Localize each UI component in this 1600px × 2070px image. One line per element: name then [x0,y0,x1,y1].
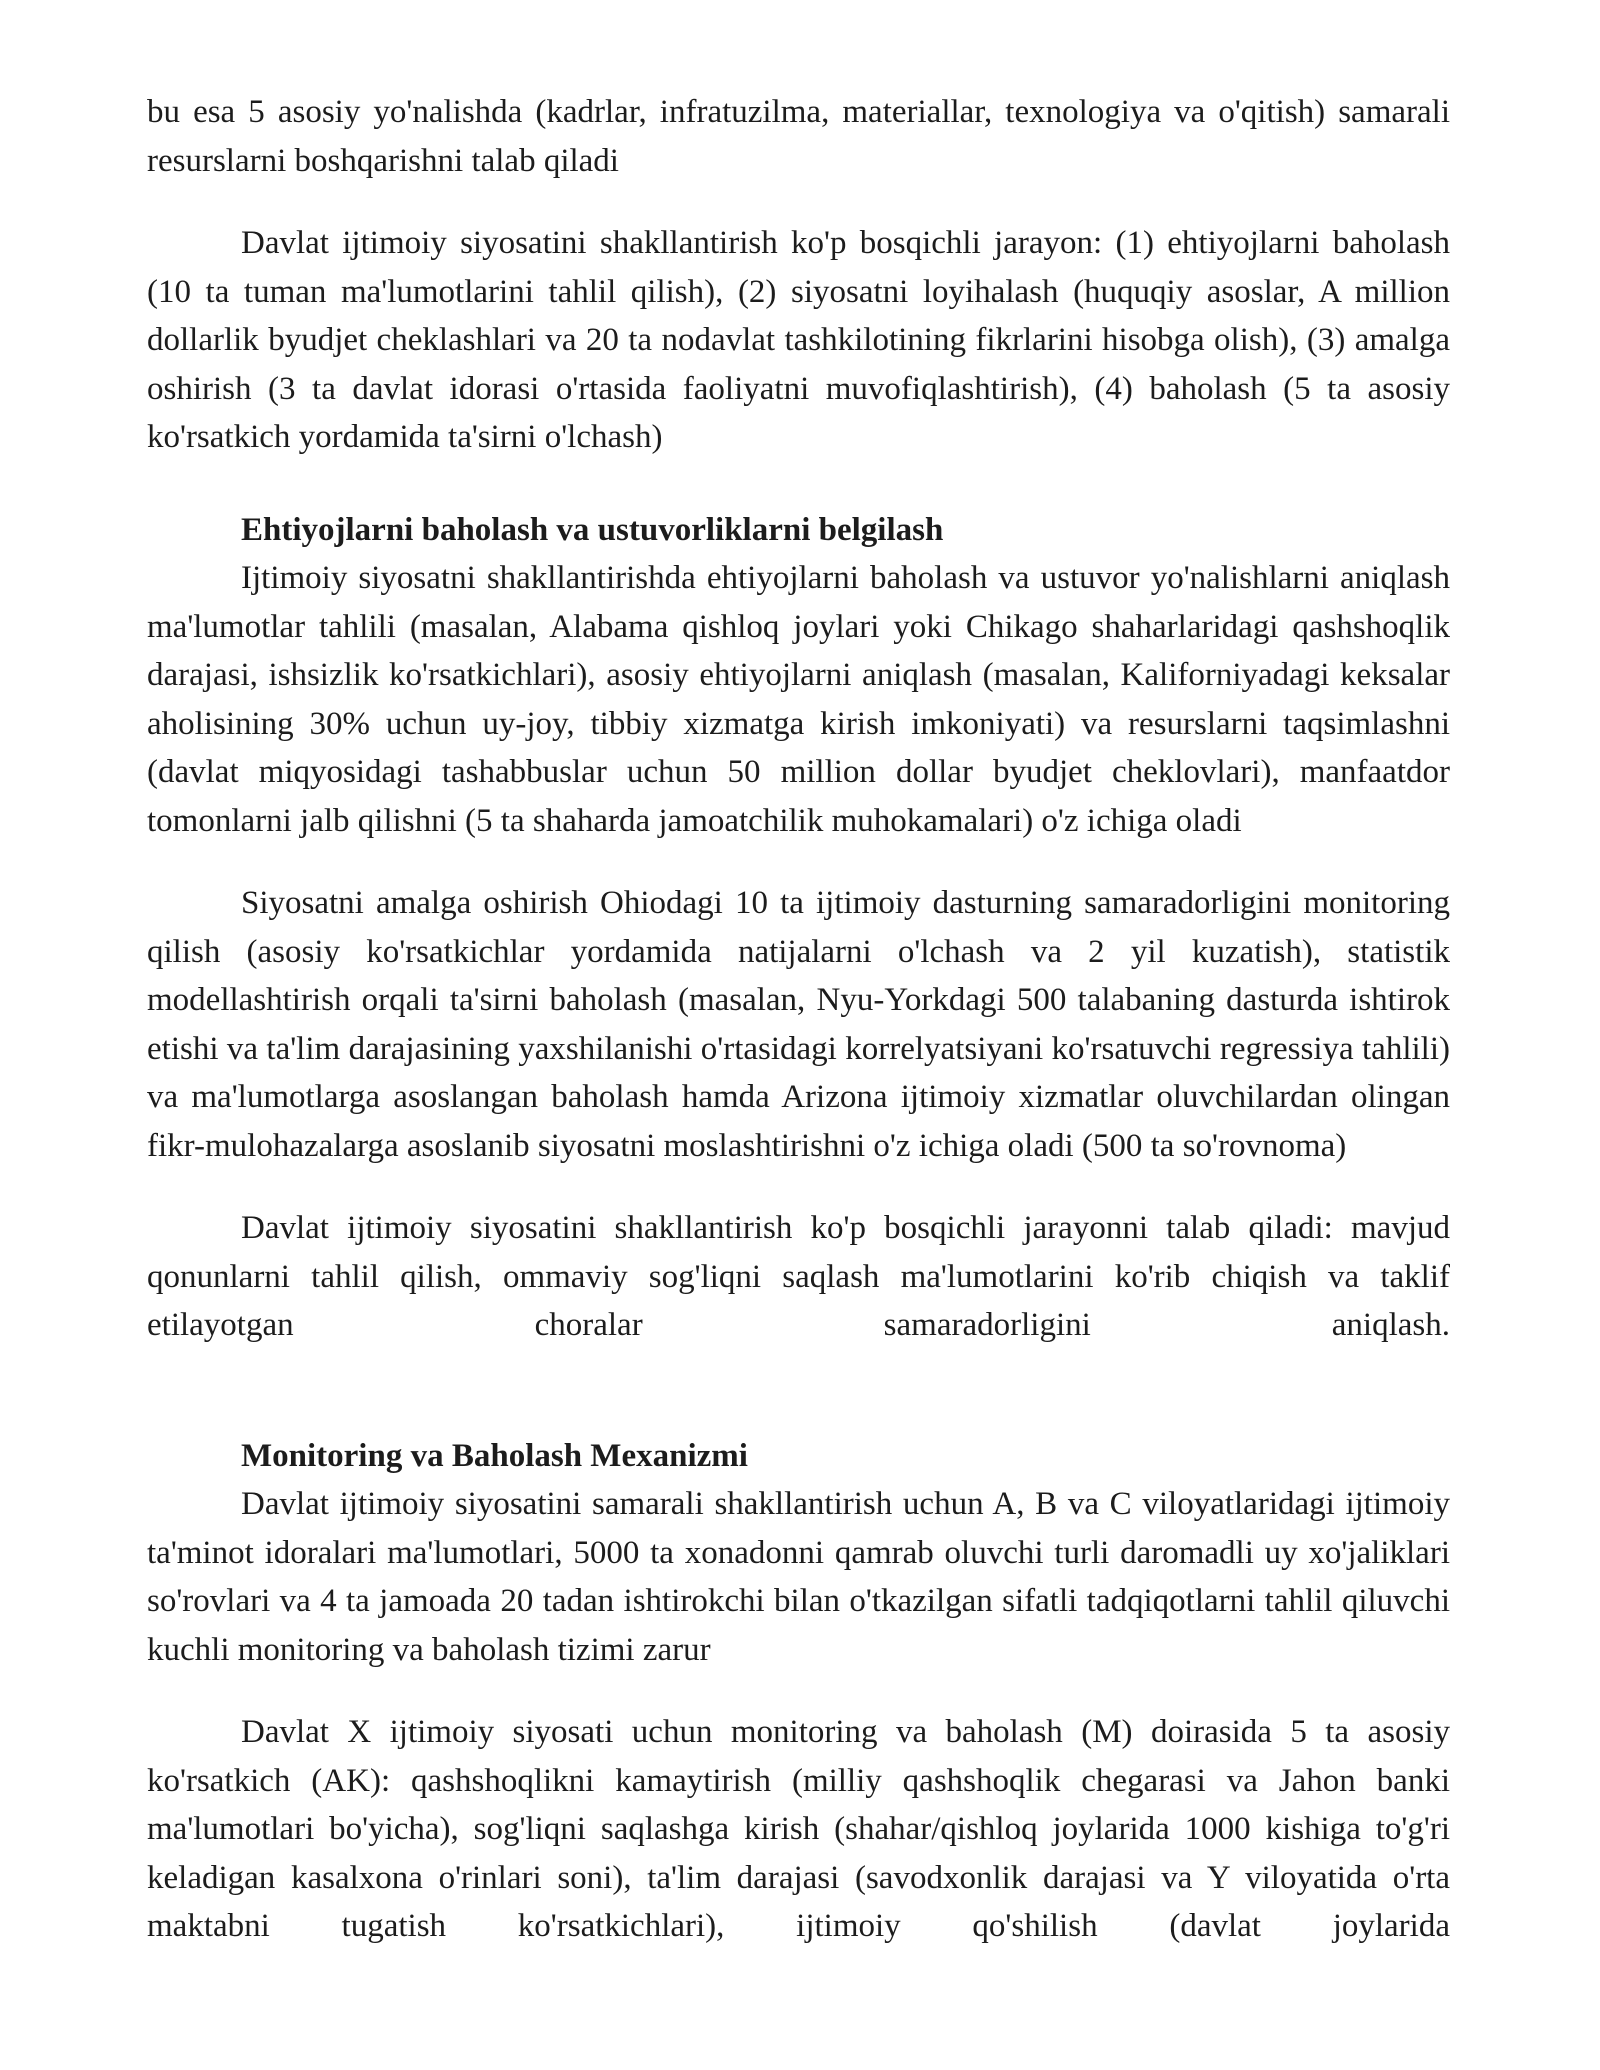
paragraph-policy-stages: Davlat ijtimoiy siyosatini shakllantirish ko'p bosqichli jarayon: (1) ehtiyojlarni baholash (10 ta tuman ma'lumotlarini tahlil qilish), (2) siyosatni loyihalash (huquqiy asoslar, A million dollarlik byudjet cheklashlari va 20 ta nodavlat tashkilotining fikrlarini hisobga olish), (3) amalga oshirish (3 ta davlat idorasi o'rtasida faoliyatni muvofiqlashtirish), (4) baholash (5 ta asosiy ko'rsatkich yordamida ta'sirni o'lchash) [147,225,1450,455]
paragraph-key-indicators: Davlat X ijtimoiy siyosati uchun monitoring va baholash (M) doirasida 5 ta asosiy ko'rsatkich (AK): qashshoqlikni kamaytirish (milliy qashshoqlik chegarasi va Jahon banki ma'lumotlari bo'yicha), sog'liqni saqlashga kirish (shahar/qishloq joylarida 1000 kishiga to'g'ri keladigan kasalxona o'rinlari soni), ta'lim darajasi (savodxonlik darajasi va Y viloyatida o'rta maktabni tugatish ko'rsatkichlari), ijtimoiy qo'shilish (davlat joylarida [147,1714,1450,1944]
section-heading-monitoring: Monitoring va Baholash Mexanizmi [241,1437,748,1474]
section-heading-needs-assessment: Ehtiyojlarni baholash va ustuvorliklarni belgilash [241,511,944,548]
paragraph-policy-implementation: Siyosatni amalga oshirish Ohiodagi 10 ta ijtimoiy dasturning samaradorligini monitoring qilish (asosiy ko'rsatkichlar yordamida natijalarni o'lchash va 2 yil kuzatish), statistik modellashtirish orqali ta'sirni baholash (masalan, Nyu-Yorkdagi 500 talabaning dasturda ishtirok etishi va ta'lim darajasining yaxshilanishi o'rtasidagi korrelyatsiyani ko'rsatuvchi regressiya tahlili) va ma'lumotlarga asoslangan baholash hamda Arizona ijtimoiy xizmatlar oluvchilardan olingan fikr-mulohazalarga asoslanib siyosatni moslashtirishni o'z ichiga oladi (500 ta so'rovnoma) [147,885,1450,1164]
paragraph-monitoring-system: Davlat ijtimoiy siyosatini samarali shakllantirish uchun A, B va C viloyatlaridagi ijtimoiy ta'minot idoralari ma'lumotlari, 5000 ta xonadonni qamrab oluvchi turli daromadli uy xo'jaliklari so'rovlari va 4 ta jamoada 20 tadan ishtirokchi bilan o'tkazilgan sifatli tadqiqotlarni tahlil qiluvchi kuchli monitoring va baholash tizimi zarur [147,1486,1450,1668]
paragraph-continuation: bu esa 5 asosiy yo'nalishda (kadrlar, infratuzilma, materiallar, texnologiya va o'qitish) samarali resurslarni boshqarishni talab qiladi [147,94,1450,179]
paragraph-multistage-process: Davlat ijtimoiy siyosatini shakllantirish ko'p bosqichli jarayonni talab qiladi: mavjud qonunlarni tahlil qilish, ommaviy sog'liqni saqlash ma'lumotlarini ko'rib chiqish va taklif etilayotgan choralar samaradorligini aniqlash. [147,1210,1450,1343]
paragraph-needs-assessment: Ijtimoiy siyosatni shakllantirishda ehtiyojlarni baholash va ustuvor yo'nalishlarni aniqlash ma'lumotlar tahlili (masalan, Alabama qishloq joylari yoki Chikago shaharlaridagi qashshoqlik darajasi, ishsizlik ko'rsatkichlari), asosiy ehtiyojlarni aniqlash (masalan, Kaliforniyadagi keksalar aholisining 30% uchun uy-joy, tibbiy xizmatga kirish imkoniyati) va resurslarni taqsimlashni (davlat miqyosidagi tashabbuslar uchun 50 million dollar byudjet cheklovlari), manfaatdor tomonlarni jalb qilishni (5 ta shaharda jamoatchilik muhokamalari) o'z ichiga oladi [147,560,1450,839]
document-page [147,88,1450,1951]
